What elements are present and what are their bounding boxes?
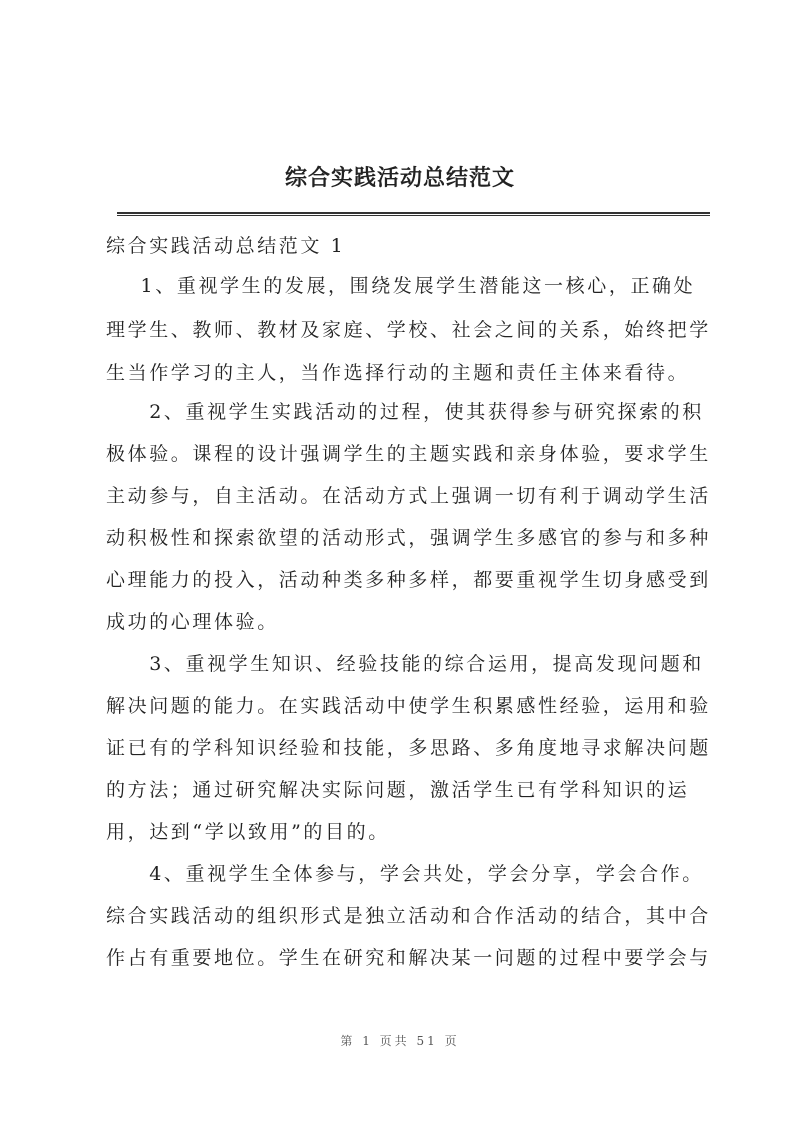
body-line: 动积极性和探索欲望的活动形式，强调学生多感官的参与和多种 bbox=[106, 527, 711, 549]
body-line: 作占有重要地位。学生在研究和解决某一问题的过程中要学会与 bbox=[106, 947, 711, 969]
body-line: 生当作学习的主人，当作选择行动的主题和责任主体来看待。 bbox=[106, 362, 690, 384]
title-divider bbox=[117, 212, 710, 216]
body-line: 3、重视学生知识、经验技能的综合运用，提高发现问题和 bbox=[106, 653, 704, 675]
body-line: 证已有的学科知识经验和技能，多思路、多角度地寻求解决问题 bbox=[106, 737, 711, 759]
body-line: 的方法；通过研究解决实际问题，激活学生已有学科知识的运 bbox=[106, 779, 690, 801]
body-line: 2、重视学生实践活动的过程，使其获得参与研究探索的积 bbox=[106, 401, 704, 423]
body-line: 成功的心理体验。 bbox=[106, 611, 279, 633]
body-line: 综合实践活动的组织形式是独立活动和合作活动的结合，其中合 bbox=[106, 905, 711, 927]
document-title: 综合实践活动总结范文 bbox=[284, 165, 515, 191]
body-line: 4、重视学生全体参与，学会共处，学会分享，学会合作。 bbox=[106, 863, 704, 885]
body-line: 主动参与，自主活动。在活动方式上强调一切有利于调动学生活 bbox=[106, 485, 711, 507]
section-heading: 综合实践活动总结范文 1 bbox=[106, 235, 346, 257]
body-line: 理学生、教师、教材及家庭、学校、社会之间的关系，始终把学 bbox=[106, 319, 711, 341]
body-line: 用，达到“学以致用”的目的。 bbox=[106, 821, 390, 843]
body-line: 极体验。课程的设计强调学生的主题实践和亲身体验，要求学生 bbox=[106, 443, 711, 465]
body-line: 解决问题的能力。在实践活动中使学生积累感性经验，运用和验 bbox=[106, 695, 711, 717]
page-number-footer: 第 1 页共 51 页 bbox=[340, 1034, 460, 1048]
body-line: 心理能力的投入，活动种类多种多样，都要重视学生切身感受到 bbox=[106, 569, 711, 591]
body-line: 1、重视学生的发展，围绕发展学生潜能这一核心，正确处 bbox=[106, 275, 696, 297]
